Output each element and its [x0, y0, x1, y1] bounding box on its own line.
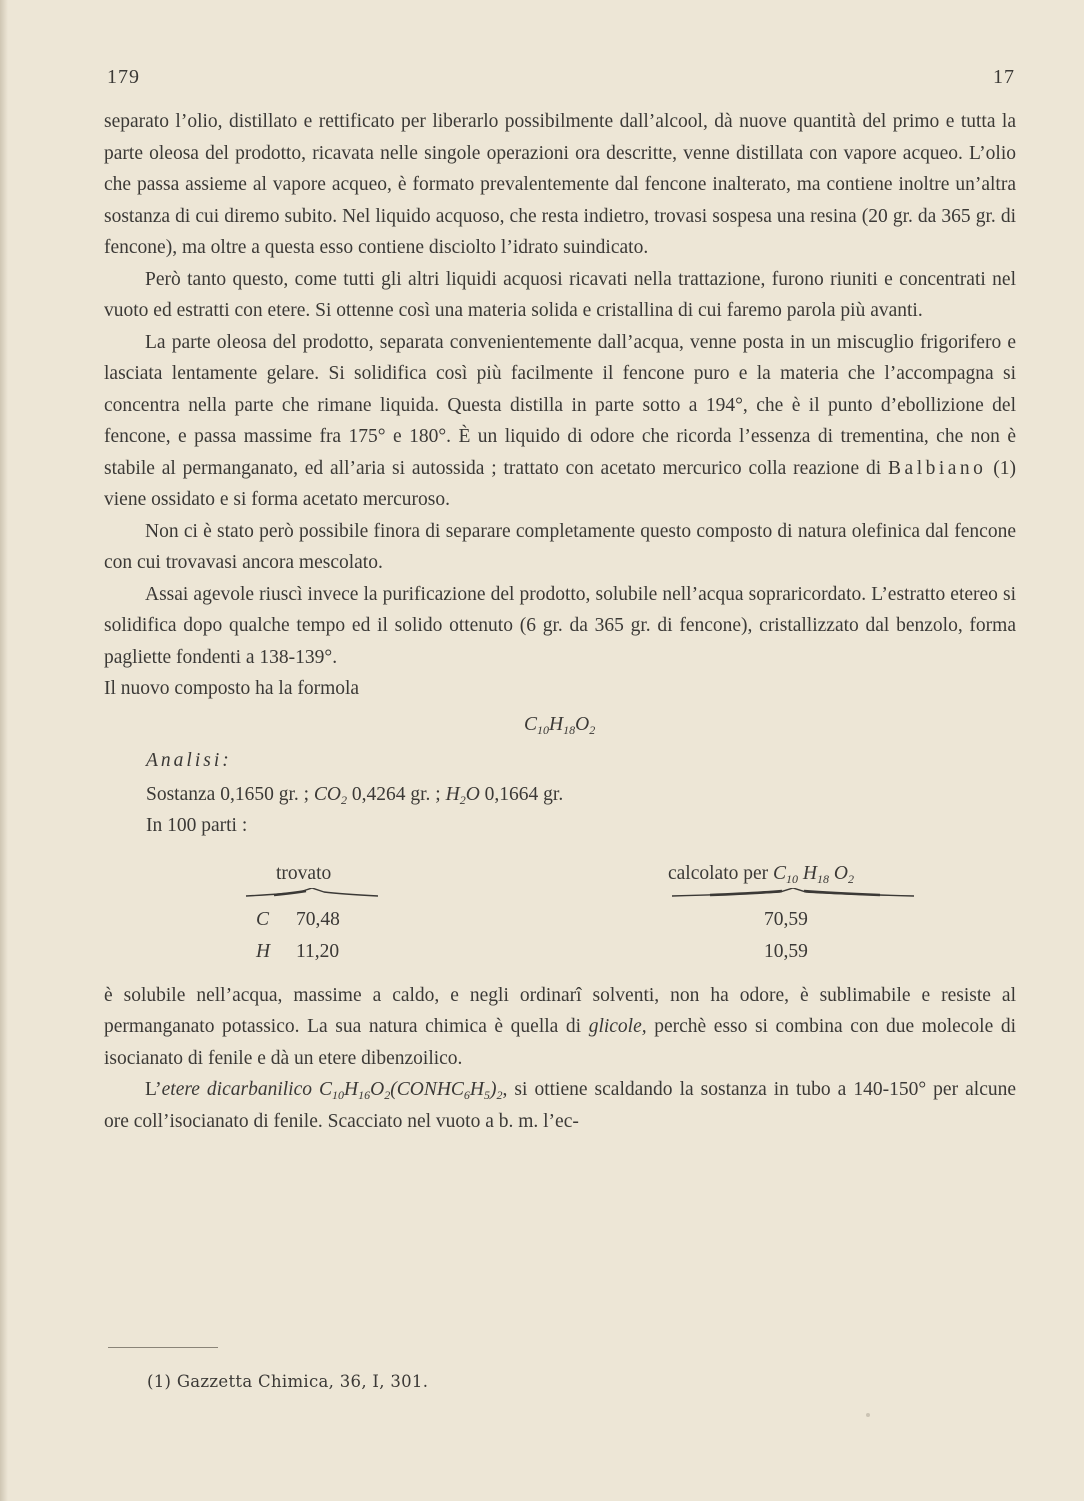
author-name-balbiano: Balbiano	[888, 457, 987, 479]
term-etere-dicarbanilico: etere dicarbanilico	[161, 1079, 312, 1100]
formula-o-count: 2	[589, 722, 596, 737]
row-h-element: H	[256, 940, 271, 962]
table-row-h-found	[256, 936, 339, 968]
analysis-heading	[104, 745, 1016, 779]
header-found: trovato	[276, 862, 332, 884]
paragraph-6	[104, 980, 1016, 1075]
etere-formula	[319, 1079, 502, 1100]
table-row-h-calculated: 10,59	[764, 940, 808, 962]
formula-o: O	[575, 713, 590, 735]
paragraph-7-lead: L’	[145, 1079, 162, 1100]
header-calculated-formula	[773, 863, 854, 884]
co2-count: 2	[341, 792, 347, 807]
page-number-left: 179	[107, 66, 140, 88]
ef-c-count: 10	[332, 1088, 345, 1102]
ef-o: O	[370, 1079, 385, 1100]
ef-group-h-count: 5	[484, 1088, 491, 1102]
page-spine-shadow	[0, 0, 8, 1501]
h2o-count: 2	[459, 792, 466, 807]
paragraph-7	[104, 1074, 1016, 1137]
calc-c: C	[773, 862, 787, 884]
term-glicole: glicole,	[588, 1016, 647, 1037]
row-c-element: C	[256, 908, 270, 930]
formula-line	[104, 705, 1016, 745]
ef-group-count: 2	[496, 1088, 503, 1102]
h2o-o: O	[465, 783, 480, 805]
formula-h: H	[549, 713, 564, 735]
ef-c: C	[319, 1079, 333, 1100]
results-table	[104, 848, 1016, 980]
parts-line: In 100 parti :	[146, 815, 248, 836]
row-c-found-value: 70,48	[296, 908, 340, 930]
paragraph-6-text: è solubile nell’acqua, massime a caldo, e negli ordinarî solventi, non ha odore, è sublimabile e resiste al permanganato potassico. La sua natura chimica è quella di	[104, 984, 1016, 1037]
header-calculated	[668, 858, 854, 890]
paragraph-1: separato l’olio, distillato e rettificato per liberarlo possibilmente dall’alcool, dà nuove quantità del primo e tutta la parte oleosa del prodotto, ricavata nelle singole operazioni ora descritte, venne distillata con vapore acqueo. L’olio che passa assieme al vapore acqueo, è formato prevalentemente dal fencone inalterato, ma contiene inoltre un’altra sostanza di cui diremo subito. Nel liquido acquoso, che resta indietro, trovasi sospesa una resina (20 gr. da 365 gr. di fencone), ma oltre a questa esso contiene disciolto l’idrato suindicato.	[104, 111, 1016, 258]
header-calculated-text: calcolato per	[668, 862, 769, 884]
paragraph-2: Però tanto questo, come tutti gli altri liquidi acquosi ricavati nella trattazione, furono riuniti e concentrati nel vuoto ed estratti con etere. Si ottenne così una materia solida e cristallina di cui faremo parola più avanti.	[104, 268, 1016, 321]
footnote-divider	[108, 1347, 218, 1348]
formula-c: C	[524, 713, 538, 735]
paragraph-3	[104, 327, 1016, 516]
page-header	[107, 66, 1015, 94]
paragraph-5-formula-lead: Il nuovo composto ha la formola	[104, 678, 360, 699]
co2-label: CO	[313, 783, 341, 805]
paragraph-3-text: La parte oleosa del prodotto, separata convenientemente dall’acqua, venne posta in un miscuglio frigorifero e lasciata lentamente gelare. Si solidifica così più facilmente il fencone puro e la materia che l’accompagna si concentra nella parte che rimane liquida. Questa distilla in parte sotto a 194°, che è il punto d’ebollizione del fencone, e passa massime fra 175° e 180°. È un liquido di odore che ricorda l’essenza di trementina, che non è stabile al permanganato, ed all’aria si autossida ; trattato con acetato mercurico colla reazione di	[104, 331, 1016, 479]
ef-o-count: 2	[384, 1088, 391, 1102]
footnote: (1) Gazzetta Chimica, 36, I, 301.	[147, 1372, 429, 1391]
table-row-c-calculated: 70,59	[764, 908, 808, 930]
brace-calculated-icon	[670, 888, 916, 900]
ef-group-h: H	[469, 1079, 485, 1100]
h2o-h: H	[445, 783, 460, 805]
paragraph-7-text: , si ottiene scaldando la sostanza in tubo a 140-150° per alcune ore coll’isocianato di fenile. Scacciato nel vuoto a b. m. l’ec-	[104, 1079, 1016, 1132]
page-number-right: 17	[993, 66, 1015, 88]
calc-h: H	[802, 862, 818, 884]
article-body	[104, 106, 1016, 1137]
ef-group-open: (CONHC	[390, 1079, 464, 1100]
ef-group-c-count: 6	[463, 1088, 470, 1102]
sostanza-value: Sostanza 0,1650 gr. ;	[146, 783, 310, 805]
ef-h-count: 16	[358, 1088, 371, 1102]
h2o-formula	[446, 784, 480, 805]
brace-found-icon	[244, 888, 380, 900]
co2-value: 0,4264 gr. ;	[351, 783, 441, 805]
formula-c-count: 10	[537, 722, 550, 737]
co2-formula	[314, 784, 347, 805]
paragraph-3-text-end: (1) viene ossidato e si forma acetato mercuroso.	[104, 457, 1017, 510]
calc-h-count: 18	[817, 871, 830, 886]
compound-formula	[524, 709, 595, 741]
paragraph-4: Non ci è stato però possibile finora di separare completamente questo composto di natura olefinica dal fencone con cui trovavasi ancora mescolato.	[104, 520, 1016, 573]
analysis-label: Analisi:	[146, 749, 232, 771]
h2o-value: 0,1664 gr.	[484, 783, 564, 805]
calc-o-count: 2	[847, 871, 854, 886]
analysis-measurement-line	[104, 779, 1016, 811]
formula-h-count: 18	[563, 722, 576, 737]
ef-group-close: )	[490, 1079, 497, 1100]
paper-speck	[866, 1413, 870, 1417]
calc-o: O	[833, 862, 848, 884]
paragraph-6-text-end: perchè esso si combina con due molecole di isocianato di fenile e dà un etere dibenzoilico.	[104, 1016, 1017, 1069]
paragraph-5: Assai agevole riuscì invece la purificazione del prodotto, solubile nell’acqua sopraricordato. L’estratto etereo si solidifica dopo qualche tempo ed il solido ottenuto (6 gr. da 365 gr. di fencone), cristallizzato dal benzolo, forma pagliette fondenti a 138-139°.	[104, 583, 1016, 668]
ef-h: H	[344, 1079, 359, 1100]
calc-c-count: 10	[786, 871, 799, 886]
row-h-found-value: 11,20	[296, 940, 340, 962]
table-row-c-found	[256, 904, 340, 936]
